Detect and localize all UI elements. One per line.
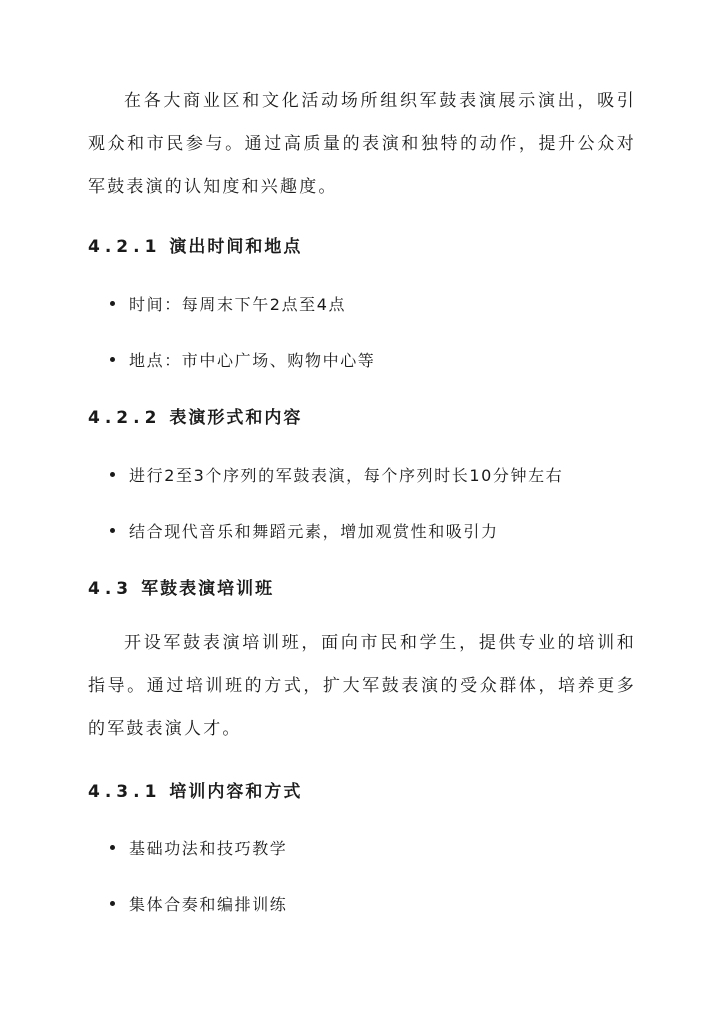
list-item [110,836,287,859]
list-item [110,463,563,486]
section-title: 演出时间和地点 [169,237,303,257]
list-item-text: 集体合奏和编排训练 [129,895,288,914]
list-item-text: 时间：每周末下午2点至4点 [129,295,347,314]
list-item [110,892,287,915]
list-item-text: 基础功法和技巧教学 [129,839,288,858]
section-title: 培训内容和方式 [169,782,303,802]
section-heading-4-3 [88,574,274,599]
section-number: 4.3.1 [88,782,162,802]
section-title: 军鼓表演培训班 [141,579,275,599]
list-item-text: 地点：市中心广场、购物中心等 [129,351,376,370]
bullet-icon [110,528,115,533]
list-item [110,348,375,371]
bullet-icon [110,301,115,306]
section-number: 4.3 [88,579,134,599]
bullet-icon [110,472,115,477]
list-item-text: 结合现代音乐和舞蹈元素，增加观赏性和吸引力 [129,522,499,541]
section-title: 表演形式和内容 [169,408,303,428]
training-paragraph: 开设军鼓表演培训班，面向市民和学生，提供专业的培训和指导。通过培训班的方式，扩大军鼓表演的受众群体，培养更多的军鼓表演人才。 [88,633,636,739]
section-heading-4-2-1 [88,232,302,257]
list-item [110,292,346,315]
bullet-icon [110,357,115,362]
section-number: 4.2.2 [88,408,162,428]
intro-paragraph: 在各大商业区和文化活动场所组织军鼓表演展示演出，吸引观众和市民参与。通过高质量的表演和独特的动作，提升公众对军鼓表演的认知度和兴趣度。 [88,91,636,197]
bullet-icon [110,845,115,850]
section-heading-4-3-1 [88,777,302,802]
list-item [110,519,499,542]
section-heading-4-2-2 [88,403,302,428]
section-number: 4.2.1 [88,237,162,257]
list-item-text: 进行2至3个序列的军鼓表演，每个序列时长10分钟左右 [129,466,564,485]
bullet-icon [110,901,115,906]
